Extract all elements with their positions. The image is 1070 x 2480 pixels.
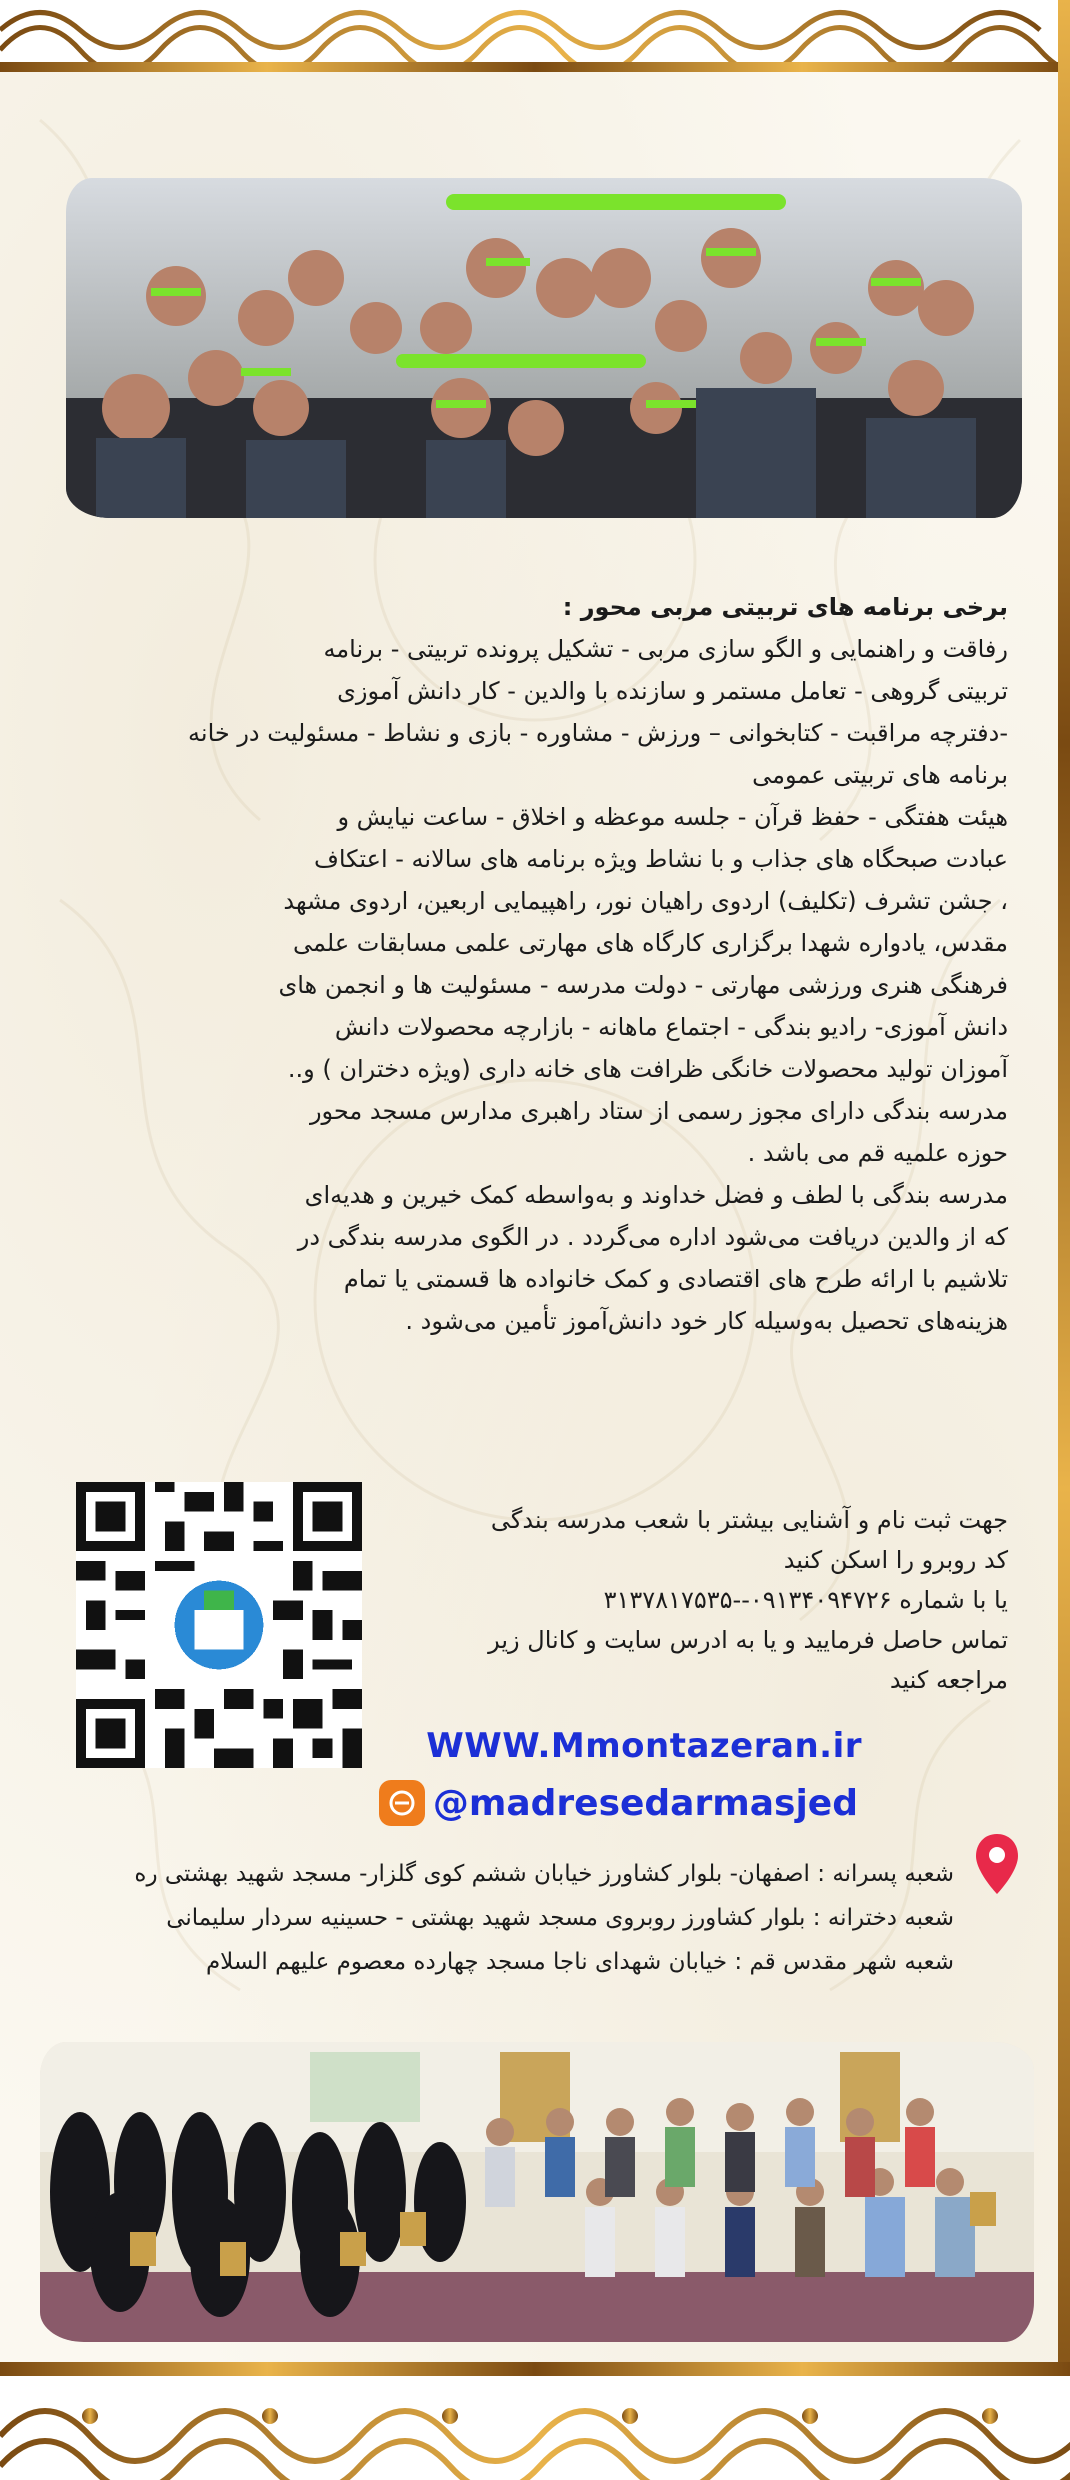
programs-line: -دفترچه مراقبت - کتابخوانی – ورزش - مشاوره - بازی و نشاط - مسئولیت در خانه [188, 719, 1008, 747]
channel-handle: @madresedarmasjed [432, 1782, 858, 1824]
general-programs-heading: برنامه های تربیتی عمومی [752, 761, 1008, 789]
funding-line: تلاشیم با ارائه طرح های اقتصادی و کمک خانواده ها قسمتی یا تمام [343, 1265, 1008, 1293]
general-programs-line: فرهنگی هنری ورزشی مهارتی - دولت مدرسه - مسئولیت ها و انجمن های [278, 971, 1008, 999]
contact-line: تماس حاصل فرمایید و یا به ادرس سایت و کانال زیر [488, 1626, 1008, 1654]
contact-text-block [388, 1500, 1008, 1700]
contact-line: کد روبرو را اسکن کنید [783, 1546, 1008, 1574]
bottom-gold-line [0, 2362, 1070, 2376]
bottom-ornament-icon [0, 2376, 1070, 2480]
top-gold-line [0, 62, 1070, 72]
funding-line: که از والدین دریافت می‌شود اداره می‌گردد . در الگوی مدرسه بندگی در [297, 1223, 1008, 1251]
qr-code-icon [76, 1482, 362, 1768]
top-ornament-icon [0, 0, 1070, 62]
general-programs-line: عبادت صبحگاه های جذاب و با نشاط ویژه برنامه های سالانه - اعتکاف [313, 845, 1008, 873]
branches-list [34, 1852, 954, 1984]
programs-text-block [68, 586, 1008, 1342]
license-line: مدرسه بندگی دارای مجوز رسمی از ستاد راهبری مدارس مسجد محور [309, 1097, 1008, 1125]
ceremony-group-photo [40, 2042, 1034, 2342]
channel-link[interactable] [379, 1780, 858, 1826]
boys-group-photo-illustration [66, 178, 1022, 518]
general-programs-line: ، جشن تشرف (تکلیف) اردوی راهیان نور، راهپیمایی اربعین، اردوی مشهد [283, 887, 1008, 915]
right-gold-edge [1058, 0, 1070, 2480]
location-pin-icon [974, 1832, 1020, 1896]
eitaa-icon [379, 1780, 425, 1826]
programs-line: تربیتی گروهی - تعامل مستمر و سازنده با والدین - کار دانش آموزی [337, 677, 1008, 705]
contact-phone-line: یا با شماره ۰۹۱۳۴۰۹۴۷۲۶--۳۱۳۷۸۱۷۵۳۵ [603, 1586, 1008, 1614]
top-ornamental-border [0, 0, 1070, 72]
bottom-ornamental-border [0, 2362, 1070, 2480]
contact-line: جهت ثبت نام و آشنایی بیشتر با شعب مدرسه بندگی [490, 1506, 1008, 1534]
programs-line: رفاقت و راهنمایی و الگو سازی مربی - تشکیل پرونده تربیتی - برنامه [323, 635, 1008, 663]
general-programs-line: آموزان تولید محصولات خانگی ظرافت های خانه داری (ویژه دختران ) و.. [287, 1055, 1008, 1083]
funding-line: مدرسه بندگی با لطف و فضل خداوند و به‌واسطه کمک خیرین و هدیه‌ای [304, 1181, 1008, 1209]
website-link[interactable]: WWW.Mmontazeran.ir [426, 1726, 862, 1766]
programs-heading: برخی برنامه های تربیتی مربی محور : [562, 593, 1008, 621]
branch-address: شعبه شهر مقدس قم : خیابان شهدای ناجا مسجد چهارده معصوم علیهم السلام [205, 1949, 954, 1975]
contact-line: مراجعه کنید [889, 1666, 1008, 1694]
registration-qr-code[interactable] [76, 1482, 362, 1768]
license-line: حوزه علمیه قم می باشد . [747, 1139, 1008, 1167]
funding-line: هزینه‌های تحصیل به‌وسیله کار خود دانش‌آموز تأمین می‌شود . [405, 1307, 1008, 1335]
branch-address: شعبه دخترانه : بلوار کشاورز روبروی مسجد شهید بهشتی - حسینیه سردار سلیمانی [166, 1905, 954, 1931]
general-programs-line: دانش آموزی- رادیو بندگی - اجتماع ماهانه - بازارچه محصولات دانش [334, 1013, 1008, 1041]
ceremony-group-photo-illustration [40, 2042, 1034, 2342]
boys-group-photo [66, 178, 1022, 518]
branch-address: شعبه پسرانه : اصفهان- بلوار کشاورز خیابان ششم کوی گلزار- مسجد شهید بهشتی ره [134, 1861, 954, 1887]
general-programs-line: هیئت هفتگی - حفظ قرآن - جلسه موعظه و اخلاق - ساعت نیایش و [337, 803, 1008, 831]
general-programs-line: مقدس، یادواره شهدا برگزاری کارگاه های مهارتی علمی مسابقات علمی [293, 929, 1008, 957]
